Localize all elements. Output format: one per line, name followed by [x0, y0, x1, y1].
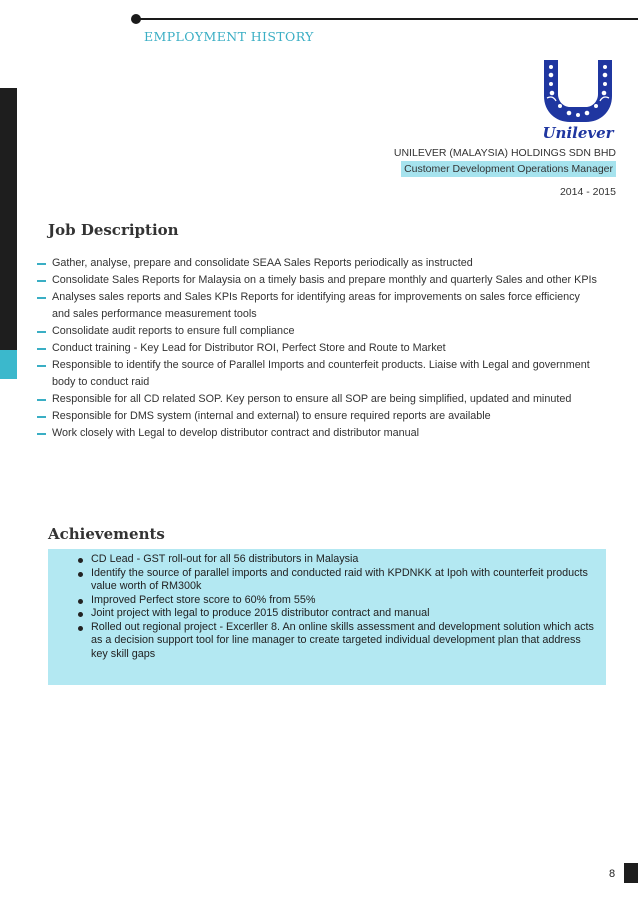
dash-icon: [37, 399, 46, 401]
list-item: [37, 272, 597, 289]
dash-icon: [37, 433, 46, 435]
dash-icon: [37, 297, 46, 299]
job-title: Customer Development Operations Manager: [401, 161, 616, 177]
bullet-icon: [78, 626, 83, 631]
list-item: [78, 621, 596, 662]
list-item: [78, 567, 596, 594]
achievements-heading: Achievements: [48, 525, 165, 543]
bullet-icon: [78, 599, 83, 604]
list-item-text: Responsible to identify the source of Parallel Imports and counterfeit products. Liaise with Legal and government body to conduct raid: [52, 359, 590, 388]
list-item: [37, 425, 597, 442]
dash-icon: [37, 263, 46, 265]
bullet-icon: [78, 558, 83, 563]
list-item-text: Responsible for DMS system (internal and external) to ensure required reports are available: [52, 410, 491, 422]
header-rule-dot: [131, 14, 141, 24]
left-accent-bar-highlight: [0, 350, 17, 379]
unilever-wordmark: Unilever: [542, 124, 614, 142]
list-item-text: CD Lead - GST roll-out for all 56 distributors in Malaysia: [91, 553, 359, 565]
list-item-text: Work closely with Legal to develop distributor contract and distributor manual: [52, 427, 420, 439]
unilever-u-mark: [544, 60, 612, 122]
dash-icon: [37, 348, 46, 350]
list-item: [37, 323, 597, 340]
list-item: [37, 255, 597, 272]
list-item-text: Consolidate audit reports to ensure full compliance: [52, 325, 295, 337]
job-description-list: [37, 255, 597, 442]
list-item: [37, 408, 597, 425]
dash-icon: [37, 416, 46, 418]
list-item: [78, 607, 596, 621]
achievements-list: [48, 549, 606, 661]
list-item-text: Rolled out regional project - Excerller 8. An online skills assessment and development solution which acts as a decision support tool for line manager to create targeted individual development plan that address key skill gaps: [91, 620, 594, 660]
list-item: [37, 289, 597, 323]
company-name: UNILEVER (MALAYSIA) HOLDINGS SDN BHD: [393, 147, 616, 159]
list-item: [37, 391, 597, 408]
left-accent-bar: [0, 88, 17, 350]
bullet-icon: [78, 572, 83, 577]
list-item: [37, 340, 597, 357]
list-item-text: Responsible for all CD related SOP. Key person to ensure all SOP are being simplified, updated and minuted: [52, 393, 572, 405]
list-item-text: Analyses sales reports and Sales KPIs Reports for identifying areas for improvements on sales force efficiency and sales performance measurement tools: [52, 291, 580, 320]
employment-dates: 2014 - 2015: [559, 186, 616, 198]
dash-icon: [37, 280, 46, 282]
page-number: 8: [609, 868, 616, 880]
list-item-text: Improved Perfect store score to 60% from 55%: [91, 593, 316, 606]
bullet-icon: [78, 612, 83, 617]
dash-icon: [37, 331, 46, 333]
unilever-logo: [538, 58, 618, 142]
list-item-text: Conduct training - Key Lead for Distributor ROI, Perfect Store and Route to Market: [52, 342, 446, 354]
list-item-text: Joint project with legal to produce 2015 distributor contract and manual: [91, 607, 430, 619]
list-item: [78, 594, 596, 608]
page-number-block: [624, 863, 638, 883]
list-item: [78, 553, 596, 567]
list-item-text: Identify the source of parallel imports and conducted raid with KPDNKK at Ipoh with counterfeit products value worth of RM300k: [91, 566, 588, 592]
achievements-box: [48, 549, 606, 685]
job-description-heading: Job Description: [48, 221, 179, 239]
header-rule: [137, 18, 638, 20]
list-item-text: Consolidate Sales Reports for Malaysia on a timely basis and prepare monthly and quarterly Sales and other KPIs: [52, 274, 597, 286]
list-item: [37, 357, 597, 391]
list-item-text: Gather, analyse, prepare and consolidate SEAA Sales Reports periodically as instructed: [52, 257, 473, 269]
dash-icon: [37, 365, 46, 367]
section-title: EMPLOYMENT HISTORY: [144, 29, 314, 44]
